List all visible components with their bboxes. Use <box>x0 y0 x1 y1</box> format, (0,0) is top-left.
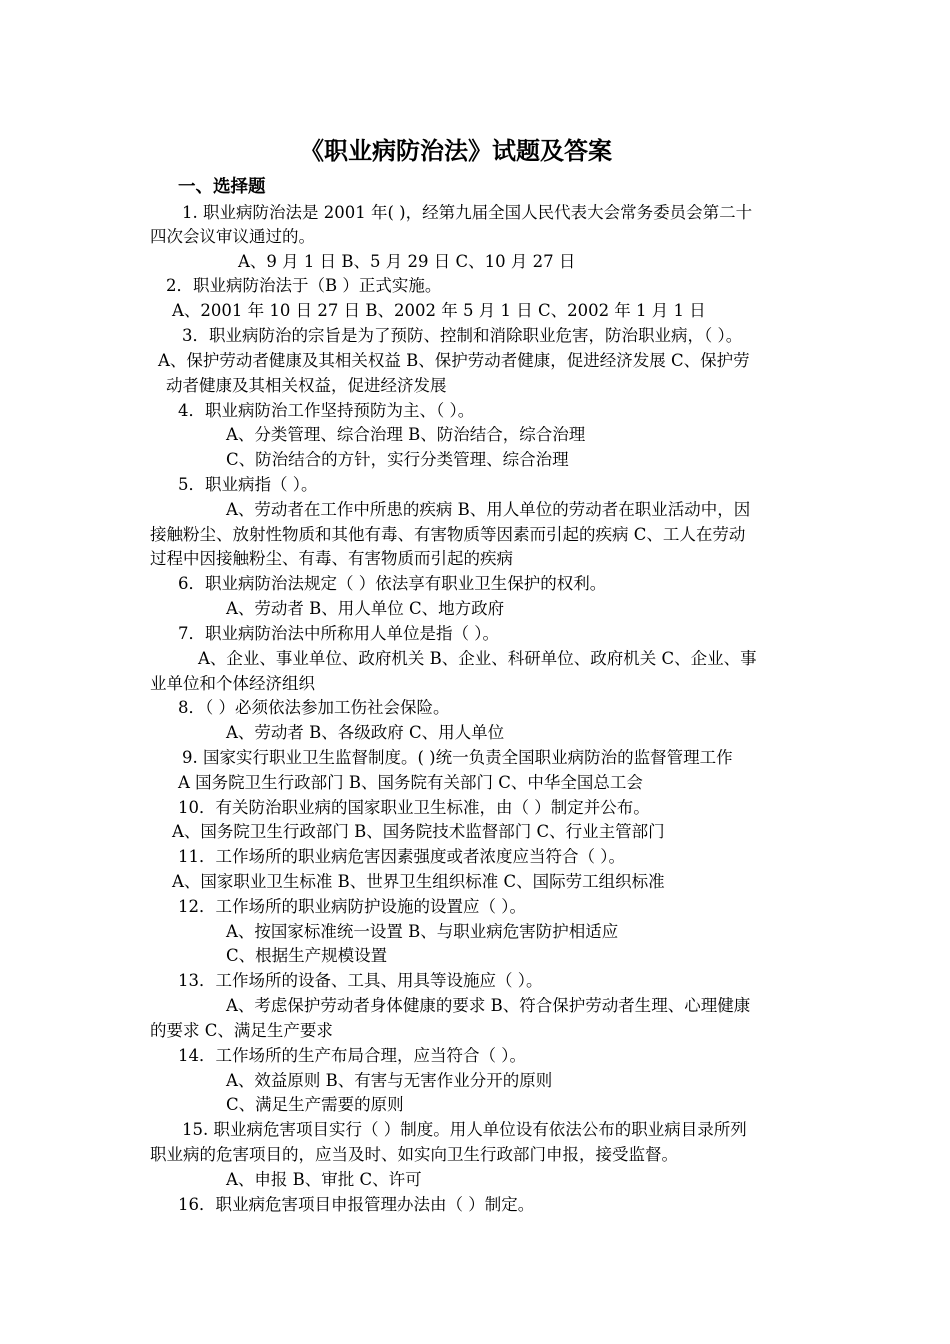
text-line: 2．职业病防治法于（B ）正式实施。 <box>166 276 442 295</box>
text-line: 15. 职业病危害项目实行（ ）制度。用人单位设有依法公布的职业病目录所列 <box>182 1120 747 1139</box>
text-line: A、分类管理、综合治理 B、防治结合，综合治理 <box>226 425 586 444</box>
text-line: 5．职业病指（ ）。 <box>178 475 318 494</box>
text-line: 的要求 C、满足生产要求 <box>150 1021 333 1040</box>
text-line: A、考虑保护劳动者身体健康的要求 B、符合保护劳动者生理、心理健康 <box>226 996 751 1015</box>
text-line: A、劳动者 B、用人单位 C、地方政府 <box>226 599 505 618</box>
text-line: A、效益原则 B、有害与无害作业分开的原则 <box>226 1071 553 1090</box>
text-line: A、9 月 1 日 B、5 月 29 日 C、10 月 27 日 <box>238 252 576 271</box>
text-line: 3．职业病防治的宗旨是为了预防、控制和消除职业危害，防治职业病，（ ）。 <box>182 326 743 345</box>
text-line: C、满足生产需要的原则 <box>226 1095 404 1114</box>
text-line: 11．工作场所的职业病危害因素强度或者浓度应当符合（ ）。 <box>178 847 625 866</box>
text-line: 4．职业病防治工作坚持预防为主、（ ）。 <box>178 401 475 420</box>
text-line: 16．职业病危害项目申报管理办法由（ ）制定。 <box>178 1195 535 1214</box>
text-line: A、国家职业卫生标准 B、世界卫生组织标准 C、国际劳工组织标准 <box>172 872 665 891</box>
text-line: A、劳动者 B、各级政府 C、用人单位 <box>226 723 505 742</box>
text-line: A、劳动者在工作中所患的疾病 B、用人单位的劳动者在职业活动中，因 <box>226 500 751 519</box>
text-line: 动者健康及其相关权益，促进经济发展 <box>166 376 447 395</box>
text-line: 9. 国家实行职业卫生监督制度。( )统一负责全国职业病防治的监督管理工作 <box>182 748 733 767</box>
text-line: 12．工作场所的职业病防护设施的设置应（ ）。 <box>178 897 526 916</box>
text-line: A、2001 年 10 日 27 日 B、2002 年 5 月 1 日 C、2002 年 1 月 1 日 <box>172 301 706 320</box>
text-line: 四次会议审议通过的。 <box>150 227 315 246</box>
text-line: 业单位和个体经济组织 <box>150 674 315 693</box>
text-line: 接触粉尘、放射性物质和其他有毒、有害物质等因素而引起的疾病 C、工人在劳动 <box>150 525 746 544</box>
text-line: 13．工作场所的设备、工具、用具等设施应（ ）。 <box>178 971 543 990</box>
document-title: 《职业病防治法》试题及答案 <box>300 137 612 165</box>
text-line: A、国务院卫生行政部门 B、国务院技术监督部门 C、行业主管部门 <box>172 822 665 841</box>
text-line: A、企业、事业单位、政府机关 B、企业、科研单位、政府机关 C、企业、事 <box>198 649 757 668</box>
text-line: 1. 职业病防治法是 2001 年( )，经第九届全国人民代表大会常务委员会第二十 <box>182 203 753 222</box>
text-line: A、按国家标准统一设置 B、与职业病危害防护相适应 <box>226 922 619 941</box>
text-line: 10．有关防治职业病的国家职业卫生标准，由（ ）制定并公布。 <box>178 798 650 817</box>
section-heading: 一、选择题 <box>178 177 266 197</box>
text-line: 7．职业病防治法中所称用人单位是指（ ）。 <box>178 624 499 643</box>
text-line: 职业病的危害项目的，应当及时、如实向卫生行政部门申报，接受监督。 <box>150 1145 678 1164</box>
text-line: C、根据生产规模设置 <box>226 946 388 965</box>
text-line: A、申报 B、审批 C、许可 <box>226 1170 422 1189</box>
text-line: A 国务院卫生行政部门 B、国务院有关部门 C、中华全国总工会 <box>178 773 643 792</box>
text-line: C、防治结合的方针，实行分类管理、综合治理 <box>226 450 569 469</box>
text-line: A、保护劳动者健康及其相关权益 B、保护劳动者健康，促进经济发展 C、保护劳 <box>158 351 750 370</box>
text-line: 6．职业病防治法规定（ ）依法享有职业卫生保护的权利。 <box>178 574 607 593</box>
text-line: 14．工作场所的生产布局合理，应当符合（ ）。 <box>178 1046 526 1065</box>
text-line: 过程中因接触粉尘、有毒、有害物质而引起的疾病 <box>150 549 513 568</box>
text-line: 8．（ ）必须依法参加工伤社会保险。 <box>178 698 450 717</box>
